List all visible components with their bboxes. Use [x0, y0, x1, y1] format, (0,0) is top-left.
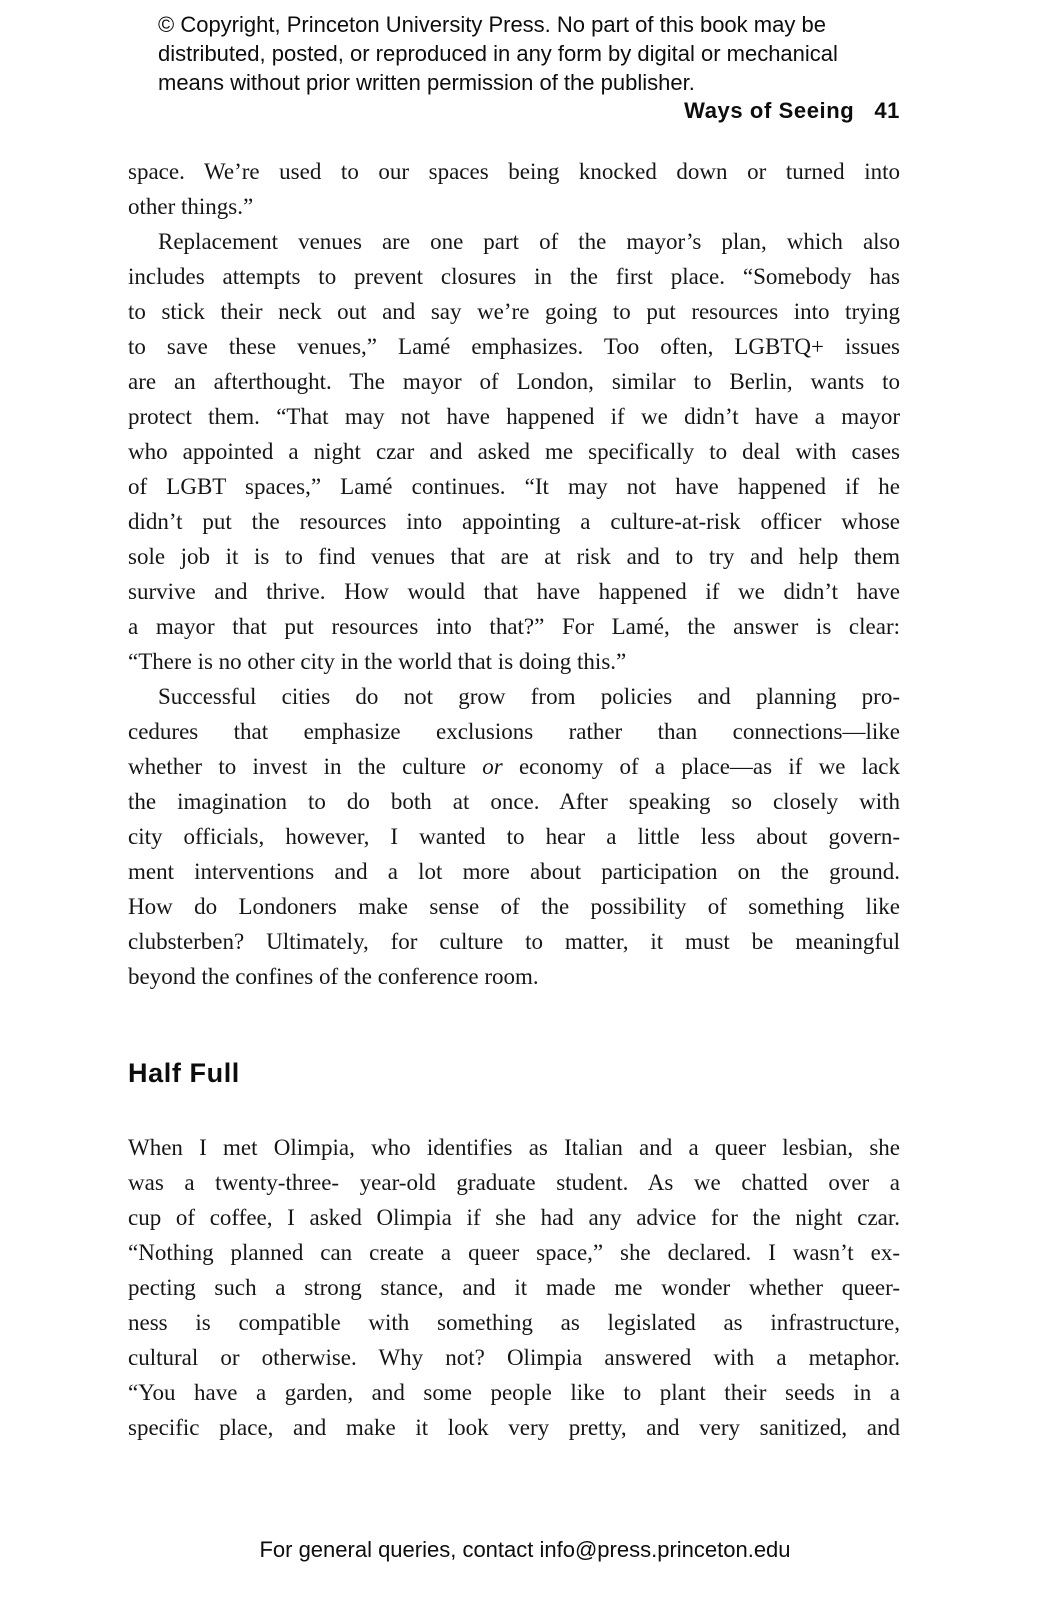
text-line: clubsterben? Ultimately, for culture to matter, it must be meaningful: [128, 929, 900, 954]
text-line: cup of coffee, I asked Olimpia if she had any advice for the night czar.: [128, 1205, 900, 1230]
text-line: ness is compatible with something as legislated as infrastructure,: [128, 1310, 900, 1335]
text-line: ment interventions and a lot more about participation on the ground.: [128, 859, 900, 884]
page-number: 41: [874, 98, 900, 123]
text-line: includes attempts to prevent closures in the first place. “Somebody has: [128, 264, 900, 289]
text-line: was a twenty-three- year-old graduate student. As we chatted over a: [128, 1170, 900, 1195]
text-line: the imagination to do both at once. After speaking so closely with: [128, 789, 900, 814]
text-line: are an afterthought. The mayor of London, similar to Berlin, wants to: [128, 369, 900, 394]
copyright-line: © Copyright, Princeton University Press. No part of this book may be: [158, 12, 826, 37]
text-line: beyond the confines of the conference room.: [128, 964, 539, 989]
running-head: [684, 98, 900, 124]
text-line: cultural or otherwise. Why not? Olimpia answered with a metaphor.: [128, 1345, 900, 1370]
footer-queries-note: For general queries, contact info@press.princeton.edu: [259, 1537, 791, 1562]
section-heading: Half Full: [128, 1058, 240, 1088]
text-line: didn’t put the resources into appointing a culture-at-risk officer whose: [128, 509, 900, 534]
text-line: to stick their neck out and say we’re going to put resources into trying: [128, 299, 900, 324]
text-line: sole job it is to find venues that are at risk and to try and help them: [128, 544, 900, 569]
body-text-block-2: [128, 1130, 900, 1445]
copyright-line: means without prior written permission of the publisher.: [158, 70, 695, 95]
running-head-title: Ways of Seeing: [684, 98, 855, 123]
text-line: Replacement venues are one part of the mayor’s plan, which also: [158, 229, 900, 254]
text-line: “You have a garden, and some people like to plant their seeds in a: [128, 1380, 900, 1405]
copyright-notice: [158, 10, 838, 97]
text-line: of LGBT spaces,” Lamé continues. “It may not have happened if he: [128, 474, 900, 499]
text-line: city officials, however, I wanted to hear a little less about govern-: [128, 824, 900, 849]
text-line: Successful cities do not grow from policies and planning pro-: [158, 684, 900, 709]
text-line: How do Londoners make sense of the possibility of something like: [128, 894, 900, 919]
text-line: space. We’re used to our spaces being knocked down or turned into: [128, 159, 900, 184]
text-line: pecting such a strong stance, and it made me wonder whether queer-: [128, 1275, 900, 1300]
text-line: When I met Olimpia, who identifies as Italian and a queer lesbian, she: [128, 1135, 900, 1160]
text-line: “Nothing planned can create a queer space,” she declared. I wasn’t ex-: [128, 1240, 900, 1265]
text-line: a mayor that put resources into that?” For Lamé, the answer is clear:: [128, 614, 900, 639]
text-line: “There is no other city in the world that is doing this.”: [128, 649, 627, 674]
text-line: who appointed a night czar and asked me specifically to deal with cases: [128, 439, 900, 464]
text-line: other things.”: [128, 194, 254, 219]
copyright-line: distributed, posted, or reproduced in any form by digital or mechanical: [158, 41, 838, 66]
text-line: whether to invest in the culture or economy of a place—as if we lack: [128, 754, 900, 779]
text-line: specific place, and make it look very pretty, and very sanitized, and: [128, 1415, 900, 1440]
text-line: to save these venues,” Lamé emphasizes. Too often, LGBTQ+ issues: [128, 334, 900, 359]
text-line: cedures that emphasize exclusions rather than connections—like: [128, 719, 900, 744]
text-line: survive and thrive. How would that have happened if we didn’t have: [128, 579, 900, 604]
text-line: protect them. “That may not have happened if we didn’t have a mayor: [128, 404, 900, 429]
body-text-block-1: [128, 154, 900, 994]
